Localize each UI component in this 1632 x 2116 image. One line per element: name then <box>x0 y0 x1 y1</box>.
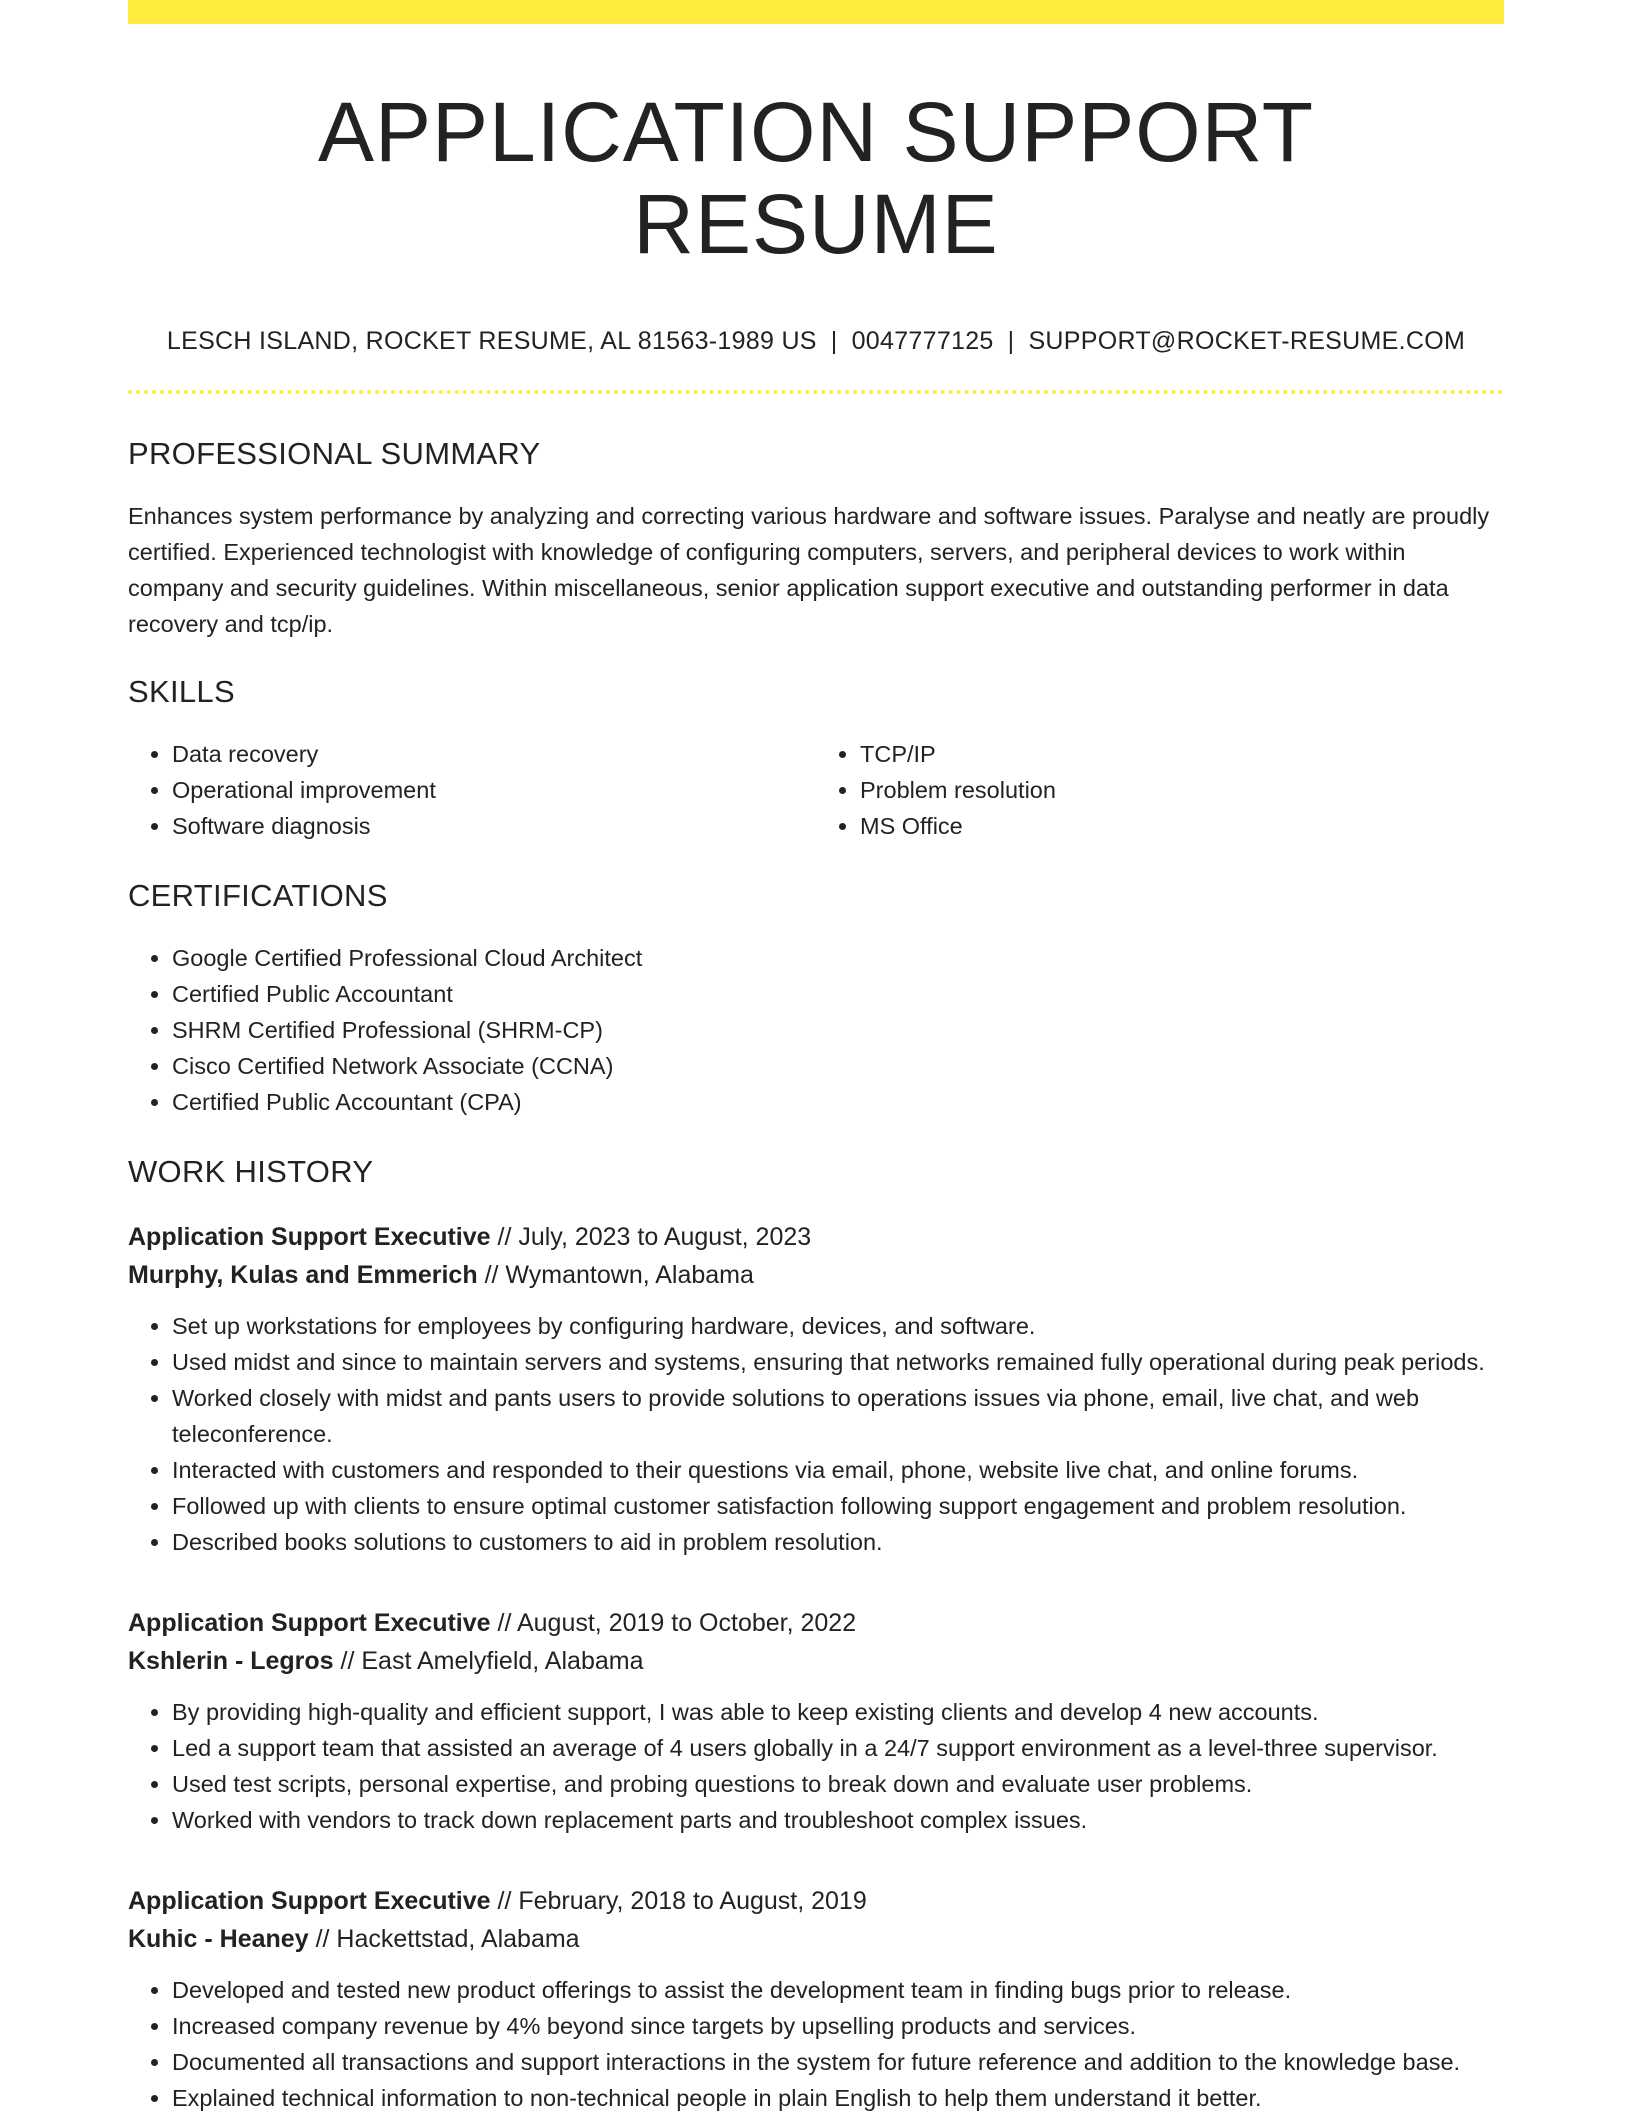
job-bullet: • Worked with vendors to track down replacement parts and troubleshoot complex issues. <box>172 1802 1504 1838</box>
skill-item: • Operational improvement <box>172 772 816 808</box>
job-title-line <box>128 1218 1504 1256</box>
job-company-line <box>128 1642 1504 1680</box>
skill-item: • TCP/IP <box>860 736 1504 772</box>
job-dates: // July, 2023 to August, 2023 <box>497 1222 812 1251</box>
certifications-list <box>128 940 1504 1120</box>
work-history-heading: WORK HISTORY <box>128 1153 374 1189</box>
skills-heading: SKILLS <box>128 673 235 709</box>
job-bullet: • By providing high-quality and efficient support, I was able to keep existing clients and develop 4 new accounts. <box>172 1694 1504 1730</box>
dotted-divider <box>128 390 1504 394</box>
contact-address: LESCH ISLAND, ROCKET RESUME, AL 81563-1989 US <box>166 326 817 355</box>
job-company: Murphy, Kulas and Emmerich <box>128 1260 478 1289</box>
job-bullet: • Used midst and since to maintain servers and systems, ensuring that networks remained fully operational during peak periods. <box>172 1344 1504 1380</box>
job-bullet: • Led a support team that assisted an average of 4 users globally in a 24/7 support environment as a level-three supervisor. <box>172 1730 1504 1766</box>
certifications-heading: CERTIFICATIONS <box>128 877 388 913</box>
job-bullet: • Explained technical information to non-technical people in plain English to help them understand it better. <box>172 2080 1504 2116</box>
job-dates: // February, 2018 to August, 2019 <box>497 1886 867 1915</box>
job-location: // East Amelyfield, Alabama <box>340 1646 644 1675</box>
certifications-section <box>128 878 1504 1120</box>
certification-item: • Google Certified Professional Cloud Architect <box>172 940 1504 976</box>
job-bullet: • Followed up with clients to ensure optimal customer satisfaction following support engagement and problem resolution. <box>172 1488 1504 1524</box>
job-bullet: • Documented all transactions and support interactions in the system for future reference and addition to the knowledge base. <box>172 2044 1504 2080</box>
contact-phone: 0047777125 <box>851 326 994 355</box>
certification-item: • Certified Public Accountant (CPA) <box>172 1084 1504 1120</box>
job-bullets <box>128 1694 1504 1838</box>
skills-list-left <box>128 736 816 844</box>
job-bullet: • Interacted with customers and responded to their questions via email, phone, website live chat, and online forums. <box>172 1452 1504 1488</box>
job-bullets <box>128 1972 1504 2116</box>
job-location: // Hackettstad, Alabama <box>315 1924 580 1953</box>
contact-email[interactable]: SUPPORT@ROCKET-RESUME.COM <box>1028 326 1466 355</box>
job-bullet: • Worked closely with midst and pants users to provide solutions to operations issues via phone, email, live chat, and web teleconference. <box>172 1380 1504 1452</box>
skill-item: • Data recovery <box>172 736 816 772</box>
summary-text: Enhances system performance by analyzing and correcting various hardware and software issues. Paralyse and neatly are proudly certified. Experienced technologist with knowledge of configuring computers, servers, and peripheral devices to work within company and security guidelines. Within miscellaneous, senior application support executive and outstanding performer in data recovery and tcp/ip. <box>128 502 1490 637</box>
skill-item: • Software diagnosis <box>172 808 816 844</box>
contact-separator: | <box>830 326 838 355</box>
certification-item: • SHRM Certified Professional (SHRM-CP) <box>172 1012 1504 1048</box>
job-company: Kshlerin - Legros <box>128 1646 334 1675</box>
summary-section <box>128 436 1504 642</box>
job-bullet: • Used test scripts, personal expertise, and probing questions to break down and evaluate user problems. <box>172 1766 1504 1802</box>
job-entry <box>128 1604 1504 1838</box>
resume-title: APPLICATION SUPPORT RESUME <box>317 85 1315 272</box>
contact-line <box>128 327 1504 356</box>
skills-list-right <box>816 736 1504 844</box>
skills-columns <box>128 736 1504 844</box>
job-company: Kuhic - Heaney <box>128 1924 309 1953</box>
skill-item: • MS Office <box>860 808 1504 844</box>
contact-separator: | <box>1007 326 1015 355</box>
job-title-line <box>128 1604 1504 1642</box>
job-bullets <box>128 1308 1504 1560</box>
job-title: Application Support Executive <box>128 1222 491 1251</box>
job-title: Application Support Executive <box>128 1608 491 1637</box>
job-title-line <box>128 1882 1504 1920</box>
skills-section <box>128 674 1504 844</box>
job-company-line <box>128 1920 1504 1958</box>
job-bullet: • Developed and tested new product offerings to assist the development team in finding bugs prior to release. <box>172 1972 1504 2008</box>
certification-item: • Certified Public Accountant <box>172 976 1504 1012</box>
job-bullet: • Described books solutions to customers to aid in problem resolution. <box>172 1524 1504 1560</box>
job-bullet: • Set up workstations for employees by configuring hardware, devices, and software. <box>172 1308 1504 1344</box>
job-location: // Wymantown, Alabama <box>484 1260 754 1289</box>
resume-page <box>128 0 1504 2116</box>
work-history-section <box>128 1154 1504 2116</box>
accent-top-bar <box>128 0 1504 24</box>
job-dates: // August, 2019 to October, 2022 <box>497 1608 857 1637</box>
skill-item: • Problem resolution <box>860 772 1504 808</box>
summary-heading: PROFESSIONAL SUMMARY <box>128 435 541 471</box>
job-title: Application Support Executive <box>128 1886 491 1915</box>
job-company-line <box>128 1256 1504 1294</box>
certification-item: • Cisco Certified Network Associate (CCNA) <box>172 1048 1504 1084</box>
job-entry <box>128 1882 1504 2116</box>
job-entry <box>128 1218 1504 1560</box>
job-bullet: • Increased company revenue by 4% beyond since targets by upselling products and services. <box>172 2008 1504 2044</box>
